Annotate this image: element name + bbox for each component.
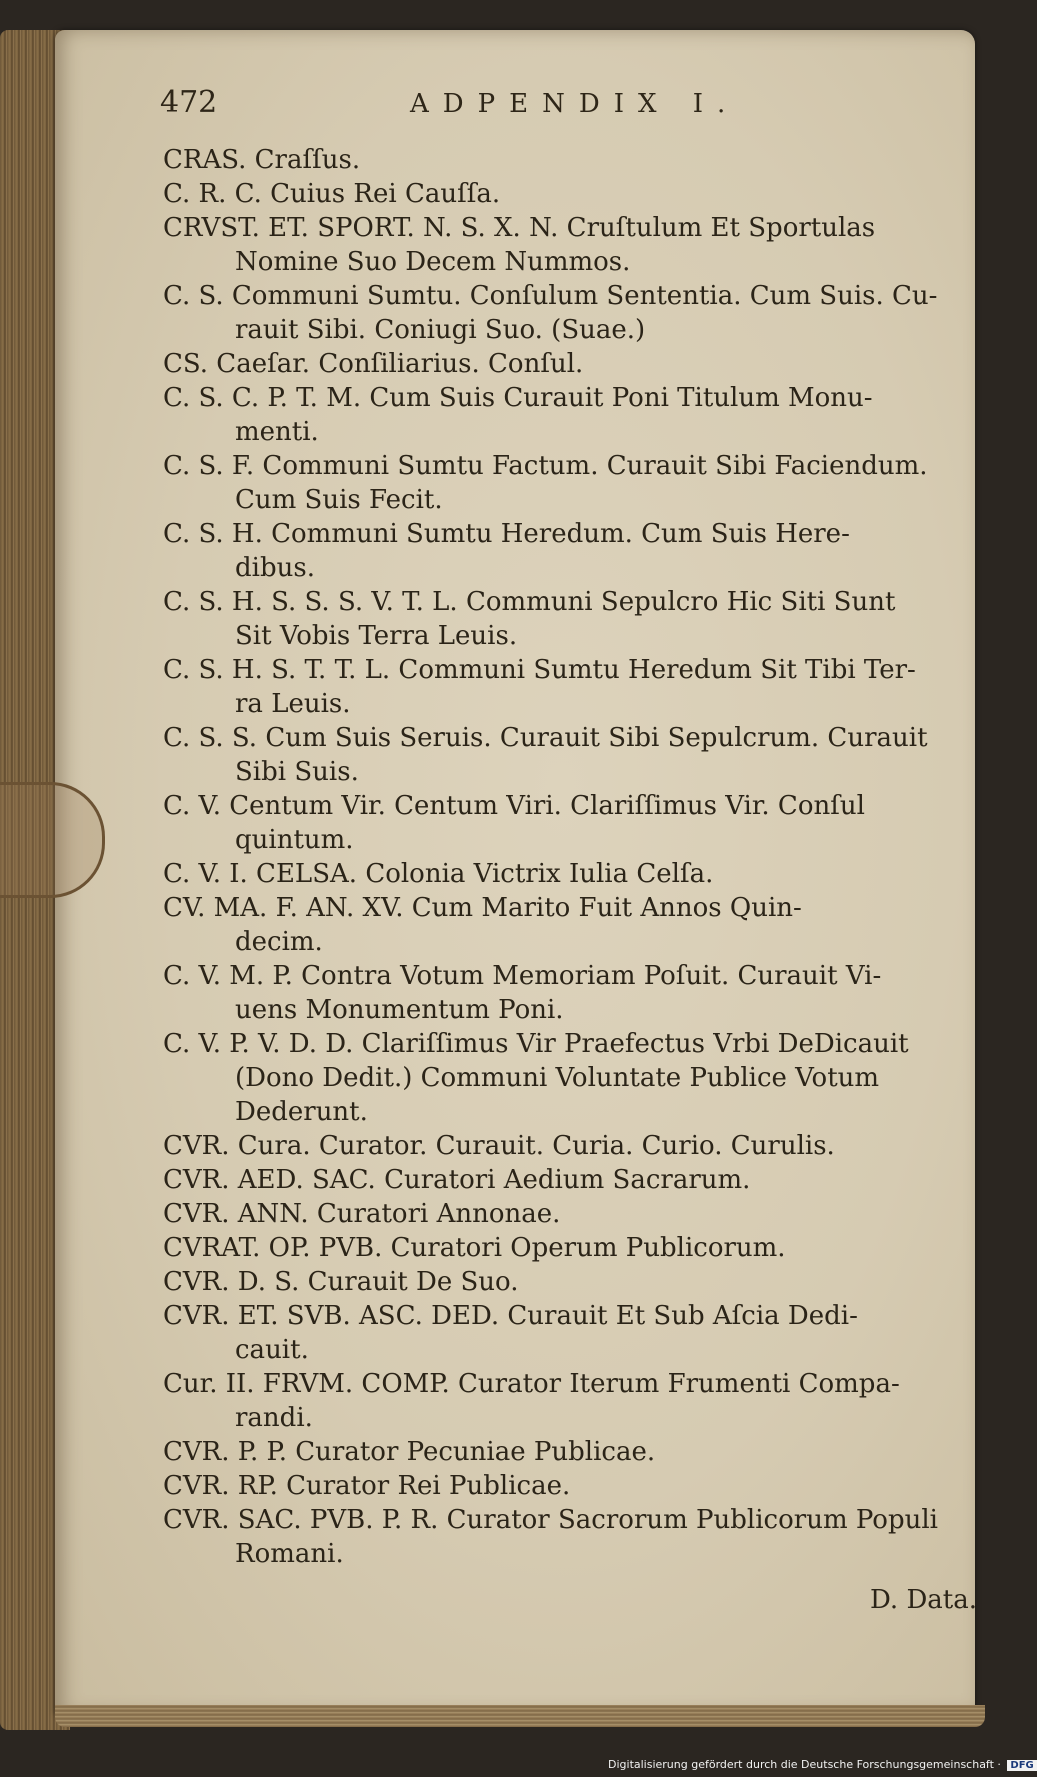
abbreviation-entry (163, 891, 975, 959)
entry-continuation: Sibi Suis. (235, 757, 359, 787)
abbreviation-entry (163, 721, 975, 789)
abbreviation-entry (163, 1367, 975, 1435)
abbreviation-entry (163, 517, 975, 585)
entry-headline: CVR. SAC. PVB. P. R. Curator Sacrorum Publicorum Populi (163, 1505, 938, 1535)
entry-continuation: uens Monumentum Poni. (235, 995, 564, 1025)
entry-headline: CVR. ANN. Curatori Annonae. (163, 1199, 561, 1229)
abbreviation-entry (163, 211, 975, 279)
abbreviation-entry (163, 1265, 975, 1299)
abbreviation-entry (163, 1231, 975, 1265)
entry-headline: CVR. Cura. Curator. Curauit. Curia. Curio. Curulis. (163, 1131, 835, 1161)
abbreviation-entry (163, 789, 975, 857)
entry-headline: CV. MA. F. AN. XV. Cum Marito Fuit Annos Quin- (163, 893, 802, 923)
entry-headline: CVR. ET. SVB. ASC. DED. Curauit Et Sub Aſcia Dedi- (163, 1301, 858, 1331)
entry-headline: C. V. Centum Vir. Centum Viri. Clariſſimus Vir. Conſul (163, 791, 865, 821)
entry-headline: Cur. II. FRVM. COMP. Curator Iterum Frumenti Compa- (163, 1369, 900, 1399)
entry-continuation: dibus. (235, 553, 315, 583)
entry-headline: C. S. F. Communi Sumtu Factum. Curauit Sibi Faciendum. (163, 451, 928, 481)
abbreviation-entry (163, 1163, 975, 1197)
entry-headline: CRAS. Craſſus. (163, 145, 361, 175)
abbreviation-entry (163, 177, 975, 211)
entry-continuation: menti. (235, 417, 319, 447)
entry-headline: C. S. S. Cum Suis Seruis. Curauit Sibi Sepulcrum. Curauit (163, 723, 928, 753)
entry-headline: C. V. M. P. Contra Votum Memoriam Poſuit. Curauit Vi- (163, 961, 882, 991)
abbreviation-list (163, 143, 975, 1571)
abbreviation-entry (163, 449, 975, 517)
abbreviation-entry (163, 1503, 975, 1571)
digitization-credit (608, 1758, 1037, 1771)
abbreviation-entry (163, 857, 975, 891)
page-header (160, 85, 750, 125)
catchword: D. Data. (870, 1585, 978, 1615)
abbreviation-entry (163, 1027, 975, 1129)
entry-headline: CRVST. ET. SPORT. N. S. X. N. Cruſtulum Et Sportulas (163, 213, 876, 243)
entry-headline: CVR. RP. Curator Rei Publicae. (163, 1471, 571, 1501)
entry-headline: CVRAT. OP. PVB. Curatori Operum Publicorum. (163, 1233, 786, 1263)
entry-headline: C. S. H. S. S. S. V. T. L. Communi Sepulcro Hic Siti Sunt (163, 587, 896, 617)
entry-continuation: rauit Sibi. Coniugi Suo. (Suae.) (235, 315, 646, 345)
entry-continuation: randi. (235, 1403, 313, 1433)
abbreviation-entry (163, 1469, 975, 1503)
entry-continuation: ra Leuis. (235, 689, 351, 719)
entry-headline: CVR. P. P. Curator Pecuniae Publicae. (163, 1437, 656, 1467)
entry-continuation: decim. (235, 927, 323, 957)
entry-headline: C. S. H. S. T. T. L. Communi Sumtu Heredum Sit Tibi Ter- (163, 655, 916, 685)
entry-headline: C. V. I. CELSA. Colonia Victrix Iulia Celſa. (163, 859, 714, 889)
entry-headline: C. S. Communi Sumtu. Conſulum Sententia. Cum Suis. Cu- (163, 281, 938, 311)
credit-text: Digitalisierung gefördert durch die Deutsche Forschungsgemeinschaft · (608, 1758, 1001, 1771)
entry-continuation: quintum. (235, 825, 354, 855)
entry-continuation: (Dono Dedit.) Communi Voluntate Publice Votum (235, 1063, 880, 1093)
entry-continuation: cauit. (235, 1335, 309, 1365)
entry-continuation: Sit Vobis Terra Leuis. (235, 621, 518, 651)
entry-headline: C. S. H. Communi Sumtu Heredum. Cum Suis Here- (163, 519, 850, 549)
abbreviation-entry (163, 959, 975, 1027)
bookmark-strap (0, 782, 105, 898)
abbreviation-entry (163, 347, 975, 381)
abbreviation-entry (163, 585, 975, 653)
page-edges (55, 1705, 985, 1727)
entry-continuation: Nomine Suo Decem Nummos. (235, 247, 631, 277)
abbreviation-entry (163, 279, 975, 347)
abbreviation-entry (163, 1299, 975, 1367)
entry-headline: CVR. D. S. Curauit De Suo. (163, 1267, 519, 1297)
entry-headline: CVR. AED. SAC. Curatori Aedium Sacrarum. (163, 1165, 751, 1195)
abbreviation-entry (163, 653, 975, 721)
running-title: ADPENDIX I. (410, 89, 740, 119)
entry-continuation: Romani. (235, 1539, 344, 1569)
page-number: 472 (160, 85, 218, 120)
dfg-logo: DFG (1007, 1760, 1036, 1771)
entry-headline: CS. Caeſar. Conſiliarius. Conſul. (163, 349, 584, 379)
abbreviation-entry (163, 381, 975, 449)
entry-headline: C. V. P. V. D. D. Clariſſimus Vir Praefectus Vrbi DeDicauit (163, 1029, 909, 1059)
entry-continuation: Dederunt. (235, 1097, 368, 1127)
abbreviation-entry (163, 1435, 975, 1469)
entry-continuation: Cum Suis Fecit. (235, 485, 443, 515)
abbreviation-entry (163, 1129, 975, 1163)
entry-headline: C. R. C. Cuius Rei Cauſſa. (163, 179, 501, 209)
entry-headline: C. S. C. P. T. M. Cum Suis Curauit Poni Titulum Monu- (163, 383, 873, 413)
abbreviation-entry (163, 1197, 975, 1231)
abbreviation-entry (163, 143, 975, 177)
